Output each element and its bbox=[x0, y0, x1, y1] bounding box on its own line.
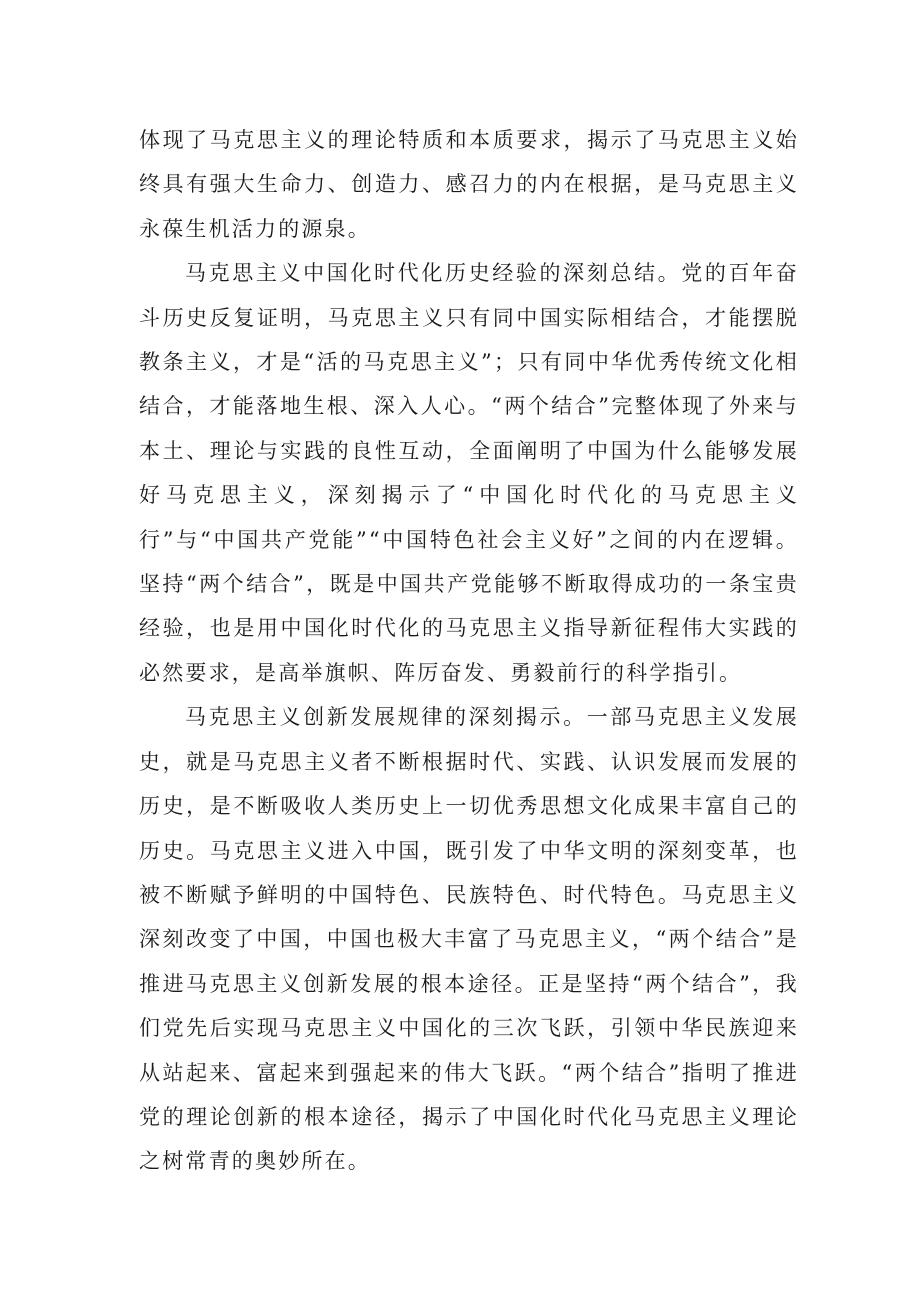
paragraph-innovation-law: 马克思主义创新发展规律的深刻揭示。一部马克思主义发展史，就是马克思主义者不断根据时代、实践、认识发展而发展的历史，是不断吸收人类历史上一切优秀思想文化成果丰富自己的历史。马克思主义进入中国，既引发了中华文明的深刻变革，也被不断赋予鲜明的中国特色、民族特色、时代特色。马克思主义深刻改变了中国，中国也极大丰富了马克思主义，“两个结合”是推进马克思主义创新发展的根本途径。正是坚持“两个结合”，我们党先后实现马克思主义中国化的三次飞跃，引领中华民族迎来从站起来、富起来到强起来的伟大飞跃。“两个结合”指明了推进党的理论创新的根本途径，揭示了中国化时代化马克思主义理论之树常青的奥妙所在。 bbox=[139, 705, 799, 1174]
paragraph-historical-experience: 马克思主义中国化时代化历史经验的深刻总结。党的百年奋斗历史反复证明，马克思主义只有同中国实际相结合，才能摆脱教条主义，才是“活的马克思主义”；只有同中华优秀传统文化相结合，才能落地生根、深入人心。“两个结合”完整体现了外来与本土、理论与实践的良性互动，全面阐明了中国为什么能够发展好马克思主义，深刻揭示了“中国化时代化的马克思主义行”与“中国共产党能”“中国特色社会主义好”之间的内在逻辑。坚持“两个结合”，既是中国共产党能够不断取得成功的一条宝贵经验，也是用中国化时代化的马克思主义指导新征程伟大实践的必然要求，是高举旗帜、阵厉奋发、勇毅前行的科学指引。 bbox=[139, 261, 799, 685]
paragraph-continuation: 体现了马克思主义的理论特质和本质要求，揭示了马克思主义始终具有强大生命力、创造力、感召力的内在根据，是马克思主义永葆生机活力的源泉。 bbox=[139, 128, 799, 241]
document-body bbox=[139, 118, 799, 1184]
